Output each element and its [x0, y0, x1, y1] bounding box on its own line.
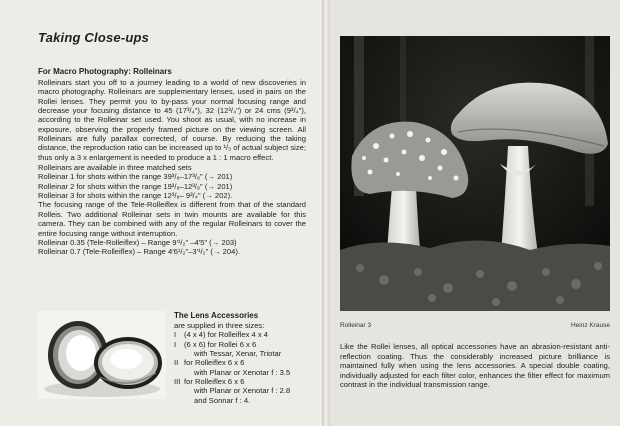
accessory-row: with Planar or Xenotar f : 3.5 [194, 367, 291, 377]
set-line: Rolleinar 1 for shots within the range 39³/₈–17³/₈" (→ 201) [38, 172, 233, 182]
page-title: Taking Close-ups [38, 30, 150, 45]
accessories-intro: are supplied in three sizes: [174, 321, 265, 330]
accessory-row: with Tessar, Xenar, Triotar [194, 349, 282, 359]
photo-caption [340, 318, 610, 332]
accessory-row: III for Rolleiflex 6 x 6 [174, 377, 245, 387]
set-line: Rolleinar 3 for shots within the range 12³/₈– 9³/₄" (→ 202). [38, 191, 233, 201]
right-page [330, 0, 620, 426]
set-line: Rolleinar 2 for shots within the range 19³/₈–12³/₈" (→ 201) [38, 181, 233, 191]
rolleinar-sets [38, 163, 306, 200]
tele-set-line: Rolleinar 0.35 (Tele-Rolleiflex) – Range 9′¹/₂" –4′5" (→ 203) [38, 237, 237, 247]
right-paragraph: Like the Rollei lenses, all optical accessories have an abrasion-resistant anti-reflection coating. Thus the considerably increased picture brilliance is maintained fully when using the lens accessories. A special double coating, individually adjusted for each filter color, enhances the filter effect for maximum contrast in the individual transmission range. [340, 342, 610, 390]
photo-caption-left: Rolleinar 3 [340, 321, 372, 329]
lens-accessories-section [38, 311, 308, 421]
accessories-text [174, 311, 314, 405]
accessory-row: with Planar or Xenotar f : 2.8 [194, 386, 291, 396]
page-fold [322, 0, 330, 426]
accessory-row: II for Rolleiflex 6 x 6 [174, 358, 245, 368]
accessory-row: I (4 x 4) for Rolleiflex 4 x 4 [174, 330, 268, 340]
lens-accessories-photo [38, 311, 166, 399]
accessory-row: I (6 x 6) for Rollei 6 x 6 [174, 339, 257, 349]
macro-paragraph: Rolleinars start you off to a journey leading to a world of new discoveries in macro photography. Rolleinars are supplementary lenses, used in pairs on the Rollei lenses. They permit you to by-pass your normal focusing range and decrease your focusing distance to 45 (17³/₄"), 32 (12³/₄") or 24 cms (9³/₄"), according to the Rolleinar set used. You shoot as usual, with no increase in exposure, observing the properly framed picture on the viewing screen. All Rolleinars are fully parallax corrected, of course. By reducing the taking distance, the reproduction ratio can be increased up to ¹/₃ of actual subject size; thus only a 3 x enlargement is needed to produce a 1 : 1 macro effect. [38, 78, 306, 162]
sets-intro: Rolleinars are available in three matched sets [38, 163, 192, 173]
accessories-heading: The Lens Accessories [174, 311, 259, 320]
macro-heading: For Macro Photography: Rolleinars [38, 67, 172, 76]
right-body [340, 342, 610, 390]
photo-caption-right: Heinz Krause [570, 321, 610, 329]
tele-sets [38, 238, 306, 257]
mushroom-photo [340, 36, 610, 311]
tele-set-line: Rolleinar 0.7 (Tele-Rolleiflex) – Range 4′6¹/₂"–3′¹/₂" (→ 204). [38, 247, 240, 257]
accessory-row: and Sonnar f : 4. [194, 395, 251, 405]
tele-paragraph: The focusing range of the Tele-Rolleiflex is different from that of the standard Rolleis. Two additional Rolleinar sets in twin mounts are available for this camera. They can be combined with any of the regular Rolleinars to cover the entire focusing range without interruption. [38, 200, 306, 238]
